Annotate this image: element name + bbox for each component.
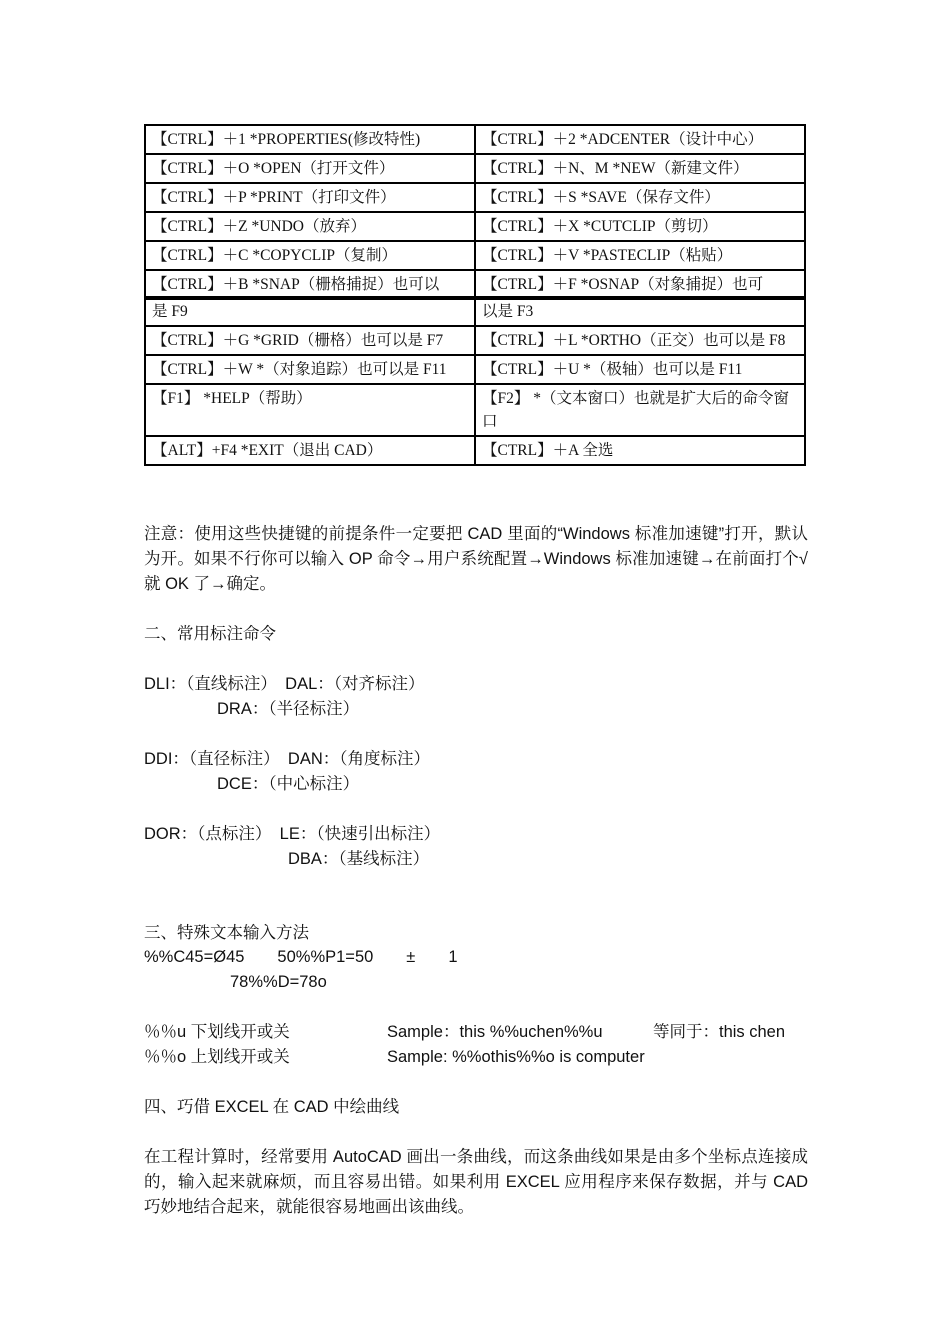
shortcut-table-top [144, 124, 806, 300]
table-row [145, 212, 805, 241]
table-cell: 【CTRL】＋2 *ADCENTER（设计中心） [475, 125, 805, 154]
shortcut-table-bottom-body [145, 297, 805, 465]
note-paragraph: 注意：使用这些快捷键的前提条件一定要把 CAD 里面的“Windows 标准加速键”打开，默认为开。如果不行你可以输入 OP 命令→用户系统配置→Windows 标准加速键→在前面打个√就 OK 了→确定。 [144, 525, 808, 593]
table-cell: 【CTRL】＋U *（极轴）也可以是 F11 [475, 355, 805, 384]
dimension-commands-line-1b: DRA：（半径标注） [217, 700, 360, 718]
section-4-heading: 四、巧借 EXCEL 在 CAD 中绘曲线 [144, 1098, 400, 1116]
dimension-commands-line-1: DLI：（直线标注） DAL：（对齐标注） [144, 675, 425, 693]
table-row [145, 270, 805, 299]
table-cell: 【ALT】+F4 *EXIT（退出 CAD） [145, 436, 475, 465]
dimension-commands-line-3: DOR：（点标注） LE：（快速引出标注） [144, 825, 441, 843]
table-cell: 【CTRL】＋V *PASTECLIP（粘贴） [475, 241, 805, 270]
table-cell: 【CTRL】＋Z *UNDO（放弃） [145, 212, 475, 241]
table-cell: 以是 F3 [475, 297, 805, 326]
table-row [145, 436, 805, 465]
table-cell: 【CTRL】＋F *OSNAP（对象捕捉）也可 [475, 270, 805, 299]
table-cell: 【CTRL】＋B *SNAP（栅格捕捉）也可以 [145, 270, 475, 299]
table-cell: 【F1】 *HELP（帮助） [145, 384, 475, 436]
table-cell: 是 F9 [145, 297, 475, 326]
table-cell: 【CTRL】＋A 全选 [475, 436, 805, 465]
table-cell: 【CTRL】＋C *COPYCLIP（复制） [145, 241, 475, 270]
section-2-heading: 二、常用标注命令 [144, 625, 276, 643]
table-cell: 【CTRL】＋L *ORTHO（正交）也可以是 F8 [475, 326, 805, 355]
underline-sample: Sample：this %%uchen%%u [387, 1023, 603, 1041]
table-row [145, 241, 805, 270]
table-row [145, 355, 805, 384]
table-row [145, 154, 805, 183]
shortcut-table-bottom [144, 296, 806, 466]
table-row [145, 125, 805, 154]
section-3-heading: 三、特殊文本输入方法 [144, 924, 309, 942]
table-cell: 【CTRL】＋S *SAVE（保存文件） [475, 183, 805, 212]
table-cell: 【CTRL】＋1 *PROPERTIES(修改特性) [145, 125, 475, 154]
overline-sample: Sample: %%othis%%o is computer [387, 1048, 645, 1066]
section-4-paragraph: 在工程计算时，经常要用 AutoCAD 画出一条曲线，而这条曲线如果是由多个坐标点连接成的，输入起来就麻烦，而且容易出错。如果利用 EXCEL 应用程序来保存数据，并与 CAD 巧妙地结合起来，就能很容易地画出该曲线。 [144, 1148, 808, 1216]
table-cell: 【CTRL】＋P *PRINT（打印文件） [145, 183, 475, 212]
dimension-commands-line-2: DDI：（直径标注） DAN：（角度标注） [144, 750, 431, 768]
table-cell: 【CTRL】＋N、M *NEW（新建文件） [475, 154, 805, 183]
table-row [145, 297, 805, 326]
table-row [145, 384, 805, 436]
table-cell: 【CTRL】＋X *CUTCLIP（剪切） [475, 212, 805, 241]
special-text-line-1: %%C45=Ø45 50%%P1=50 ± 1 [144, 948, 458, 966]
shortcut-table-top-body [145, 125, 805, 299]
overline-toggle-label: ％％o 上划线开或关 [144, 1048, 290, 1066]
underline-toggle-label: ％％u 下划线开或关 [144, 1023, 290, 1041]
table-cell: 【CTRL】＋W *（对象追踪）也可以是 F11 [145, 355, 475, 384]
table-cell: 【CTRL】＋G *GRID（栅格）也可以是 F7 [145, 326, 475, 355]
table-row [145, 326, 805, 355]
dimension-commands-line-2b: DCE：（中心标注） [217, 775, 360, 793]
underline-equivalent: 等同于：this chen [653, 1023, 786, 1041]
table-cell: 【F2】 *（文本窗口）也就是扩大后的命令窗口 [475, 384, 805, 436]
special-text-line-1b: 78%%D=78o [230, 973, 327, 991]
dimension-commands-line-3b: DBA：（基线标注） [288, 850, 430, 868]
table-cell: 【CTRL】＋O *OPEN（打开文件） [145, 154, 475, 183]
table-row [145, 183, 805, 212]
